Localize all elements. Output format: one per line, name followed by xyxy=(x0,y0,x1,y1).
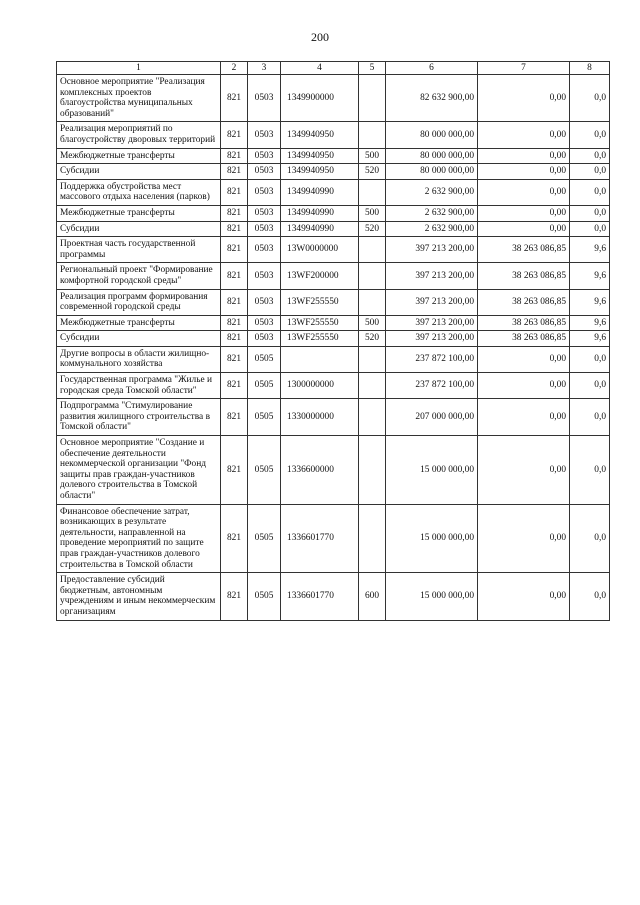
target-article-cell: 13WF255550 xyxy=(281,289,359,315)
target-article-cell: 1349940950 xyxy=(281,164,359,180)
expense-type-cell xyxy=(359,263,386,289)
section-code-cell: 0505 xyxy=(248,504,281,573)
target-article-cell: 1300000000 xyxy=(281,373,359,399)
executed-amount-cell: 0,00 xyxy=(478,205,570,221)
execution-percent-cell: 9,6 xyxy=(570,289,610,315)
expense-type-cell xyxy=(359,122,386,148)
section-code-cell: 0503 xyxy=(248,221,281,237)
approved-amount-cell: 397 213 200,00 xyxy=(386,315,478,331)
execution-percent-cell: 0,0 xyxy=(570,436,610,505)
row-name-cell: Финансовое обеспечение затрат, возникающих в результате деятельности, направленной на проведение мероприятий по защите прав граждан-участников долевого строительства в Томской области xyxy=(57,504,221,573)
page-number: 200 xyxy=(311,30,329,44)
expense-type-cell: 600 xyxy=(359,573,386,620)
target-article-cell: 13WF200000 xyxy=(281,263,359,289)
execution-percent-cell: 0,0 xyxy=(570,164,610,180)
ministry-code-cell: 821 xyxy=(221,399,248,436)
target-article-cell: 13WF255550 xyxy=(281,331,359,347)
approved-amount-cell: 80 000 000,00 xyxy=(386,148,478,164)
expense-type-cell xyxy=(359,237,386,263)
approved-amount-cell: 15 000 000,00 xyxy=(386,436,478,505)
approved-amount-cell: 15 000 000,00 xyxy=(386,504,478,573)
row-name-cell: Поддержка обустройства мест массового отдыха населения (парков) xyxy=(57,179,221,205)
section-code-cell: 0505 xyxy=(248,399,281,436)
section-code-cell: 0503 xyxy=(248,315,281,331)
expense-type-cell xyxy=(359,504,386,573)
execution-percent-cell: 0,0 xyxy=(570,399,610,436)
table-row xyxy=(57,315,610,331)
approved-amount-cell: 80 000 000,00 xyxy=(386,164,478,180)
execution-percent-cell: 0,0 xyxy=(570,346,610,372)
row-name-cell: Межбюджетные трансферты xyxy=(57,315,221,331)
executed-amount-cell: 0,00 xyxy=(478,573,570,620)
budget-table xyxy=(56,61,610,621)
column-header: 3 xyxy=(248,62,281,75)
row-name-cell: Реализация программ формирования современной городской среды xyxy=(57,289,221,315)
target-article-cell: 1349940950 xyxy=(281,148,359,164)
target-article-cell: 13WF255550 xyxy=(281,315,359,331)
table-row xyxy=(57,221,610,237)
expense-type-cell: 520 xyxy=(359,221,386,237)
ministry-code-cell: 821 xyxy=(221,436,248,505)
target-article-cell: 1349940990 xyxy=(281,179,359,205)
approved-amount-cell: 2 632 900,00 xyxy=(386,179,478,205)
execution-percent-cell: 0,0 xyxy=(570,221,610,237)
row-name-cell: Реализация мероприятий по благоустройству дворовых территорий xyxy=(57,122,221,148)
target-article-cell: 1336600000 xyxy=(281,436,359,505)
execution-percent-cell: 0,0 xyxy=(570,179,610,205)
approved-amount-cell: 397 213 200,00 xyxy=(386,263,478,289)
table-body xyxy=(57,75,610,621)
ministry-code-cell: 821 xyxy=(221,331,248,347)
expense-type-cell: 500 xyxy=(359,315,386,331)
column-header: 6 xyxy=(386,62,478,75)
executed-amount-cell: 0,00 xyxy=(478,346,570,372)
row-name-cell: Подпрограмма "Стимулирование развития жилищного строительства в Томской области" xyxy=(57,399,221,436)
header-row xyxy=(57,62,610,75)
executed-amount-cell: 0,00 xyxy=(478,373,570,399)
ministry-code-cell: 821 xyxy=(221,179,248,205)
table-row xyxy=(57,436,610,505)
executed-amount-cell: 0,00 xyxy=(478,436,570,505)
execution-percent-cell: 0,0 xyxy=(570,148,610,164)
column-header: 5 xyxy=(359,62,386,75)
row-name-cell: Субсидии xyxy=(57,221,221,237)
target-article-cell: 13W0000000 xyxy=(281,237,359,263)
section-code-cell: 0503 xyxy=(248,122,281,148)
expense-type-cell xyxy=(359,75,386,122)
ministry-code-cell: 821 xyxy=(221,164,248,180)
table-row xyxy=(57,573,610,620)
approved-amount-cell: 237 872 100,00 xyxy=(386,373,478,399)
ministry-code-cell: 821 xyxy=(221,346,248,372)
execution-percent-cell: 0,0 xyxy=(570,573,610,620)
expense-type-cell xyxy=(359,436,386,505)
executed-amount-cell: 38 263 086,85 xyxy=(478,237,570,263)
section-code-cell: 0503 xyxy=(248,205,281,221)
expense-type-cell: 500 xyxy=(359,148,386,164)
executed-amount-cell: 0,00 xyxy=(478,399,570,436)
execution-percent-cell: 9,6 xyxy=(570,315,610,331)
table-row xyxy=(57,179,610,205)
row-name-cell: Субсидии xyxy=(57,164,221,180)
section-code-cell: 0503 xyxy=(248,179,281,205)
section-code-cell: 0503 xyxy=(248,148,281,164)
table-row xyxy=(57,148,610,164)
ministry-code-cell: 821 xyxy=(221,205,248,221)
row-name-cell: Межбюджетные трансферты xyxy=(57,205,221,221)
execution-percent-cell: 0,0 xyxy=(570,205,610,221)
target-article-cell: 1336601770 xyxy=(281,504,359,573)
table-row xyxy=(57,122,610,148)
approved-amount-cell: 2 632 900,00 xyxy=(386,205,478,221)
row-name-cell: Проектная часть государственной программы xyxy=(57,237,221,263)
executed-amount-cell: 0,00 xyxy=(478,179,570,205)
target-article-cell xyxy=(281,346,359,372)
target-article-cell: 1349940990 xyxy=(281,221,359,237)
section-code-cell: 0505 xyxy=(248,346,281,372)
row-name-cell: Основное мероприятие "Реализация комплексных проектов благоустройства муниципальных образований" xyxy=(57,75,221,122)
ministry-code-cell: 821 xyxy=(221,315,248,331)
target-article-cell: 1349900000 xyxy=(281,75,359,122)
expense-type-cell xyxy=(359,373,386,399)
ministry-code-cell: 821 xyxy=(221,237,248,263)
section-code-cell: 0503 xyxy=(248,263,281,289)
table-row xyxy=(57,164,610,180)
executed-amount-cell: 38 263 086,85 xyxy=(478,315,570,331)
executed-amount-cell: 38 263 086,85 xyxy=(478,331,570,347)
table-row xyxy=(57,237,610,263)
approved-amount-cell: 80 000 000,00 xyxy=(386,122,478,148)
approved-amount-cell: 82 632 900,00 xyxy=(386,75,478,122)
expense-type-cell xyxy=(359,399,386,436)
row-name-cell: Субсидии xyxy=(57,331,221,347)
expense-type-cell xyxy=(359,346,386,372)
table-row xyxy=(57,205,610,221)
table-row xyxy=(57,346,610,372)
approved-amount-cell: 237 872 100,00 xyxy=(386,346,478,372)
execution-percent-cell: 9,6 xyxy=(570,263,610,289)
execution-percent-cell: 0,0 xyxy=(570,122,610,148)
row-name-cell: Основное мероприятие "Создание и обеспечение деятельности некоммерческой организации "Фонд защиты прав граждан-участников долевого строительства в Томской области" xyxy=(57,436,221,505)
ministry-code-cell: 821 xyxy=(221,122,248,148)
approved-amount-cell: 207 000 000,00 xyxy=(386,399,478,436)
executed-amount-cell: 0,00 xyxy=(478,122,570,148)
approved-amount-cell: 397 213 200,00 xyxy=(386,237,478,263)
table-row xyxy=(57,331,610,347)
section-code-cell: 0503 xyxy=(248,237,281,263)
execution-percent-cell: 9,6 xyxy=(570,237,610,263)
expense-type-cell: 520 xyxy=(359,164,386,180)
expense-type-cell: 520 xyxy=(359,331,386,347)
execution-percent-cell: 0,0 xyxy=(570,504,610,573)
ministry-code-cell: 821 xyxy=(221,373,248,399)
table-row xyxy=(57,75,610,122)
ministry-code-cell: 821 xyxy=(221,289,248,315)
column-header: 8 xyxy=(570,62,610,75)
execution-percent-cell: 9,6 xyxy=(570,331,610,347)
approved-amount-cell: 397 213 200,00 xyxy=(386,331,478,347)
table-row xyxy=(57,263,610,289)
section-code-cell: 0503 xyxy=(248,289,281,315)
target-article-cell: 1349940950 xyxy=(281,122,359,148)
expense-type-cell xyxy=(359,289,386,315)
expense-type-cell xyxy=(359,179,386,205)
executed-amount-cell: 38 263 086,85 xyxy=(478,263,570,289)
executed-amount-cell: 0,00 xyxy=(478,504,570,573)
ministry-code-cell: 821 xyxy=(221,263,248,289)
table-row xyxy=(57,504,610,573)
executed-amount-cell: 0,00 xyxy=(478,148,570,164)
section-code-cell: 0505 xyxy=(248,373,281,399)
ministry-code-cell: 821 xyxy=(221,148,248,164)
approved-amount-cell: 15 000 000,00 xyxy=(386,573,478,620)
section-code-cell: 0505 xyxy=(248,573,281,620)
table-row xyxy=(57,289,610,315)
column-header: 4 xyxy=(281,62,359,75)
column-header: 2 xyxy=(221,62,248,75)
section-code-cell: 0503 xyxy=(248,164,281,180)
section-code-cell: 0503 xyxy=(248,331,281,347)
column-header: 7 xyxy=(478,62,570,75)
row-name-cell: Другие вопросы в области жилищно-коммунального хозяйства xyxy=(57,346,221,372)
column-header: 1 xyxy=(57,62,221,75)
executed-amount-cell: 38 263 086,85 xyxy=(478,289,570,315)
target-article-cell: 1336601770 xyxy=(281,573,359,620)
ministry-code-cell: 821 xyxy=(221,504,248,573)
ministry-code-cell: 821 xyxy=(221,75,248,122)
approved-amount-cell: 397 213 200,00 xyxy=(386,289,478,315)
target-article-cell: 1330000000 xyxy=(281,399,359,436)
section-code-cell: 0505 xyxy=(248,436,281,505)
row-name-cell: Предоставление субсидий бюджетным, автономным учреждениям и иным некоммерческим организациям xyxy=(57,573,221,620)
target-article-cell: 1349940990 xyxy=(281,205,359,221)
execution-percent-cell: 0,0 xyxy=(570,75,610,122)
ministry-code-cell: 821 xyxy=(221,573,248,620)
section-code-cell: 0503 xyxy=(248,75,281,122)
expense-type-cell: 500 xyxy=(359,205,386,221)
executed-amount-cell: 0,00 xyxy=(478,221,570,237)
table-row xyxy=(57,399,610,436)
execution-percent-cell: 0,0 xyxy=(570,373,610,399)
table-row xyxy=(57,373,610,399)
row-name-cell: Межбюджетные трансферты xyxy=(57,148,221,164)
ministry-code-cell: 821 xyxy=(221,221,248,237)
executed-amount-cell: 0,00 xyxy=(478,75,570,122)
approved-amount-cell: 2 632 900,00 xyxy=(386,221,478,237)
row-name-cell: Региональный проект "Формирование комфортной городской среды" xyxy=(57,263,221,289)
executed-amount-cell: 0,00 xyxy=(478,164,570,180)
row-name-cell: Государственная программа "Жилье и городская среда Томской области" xyxy=(57,373,221,399)
